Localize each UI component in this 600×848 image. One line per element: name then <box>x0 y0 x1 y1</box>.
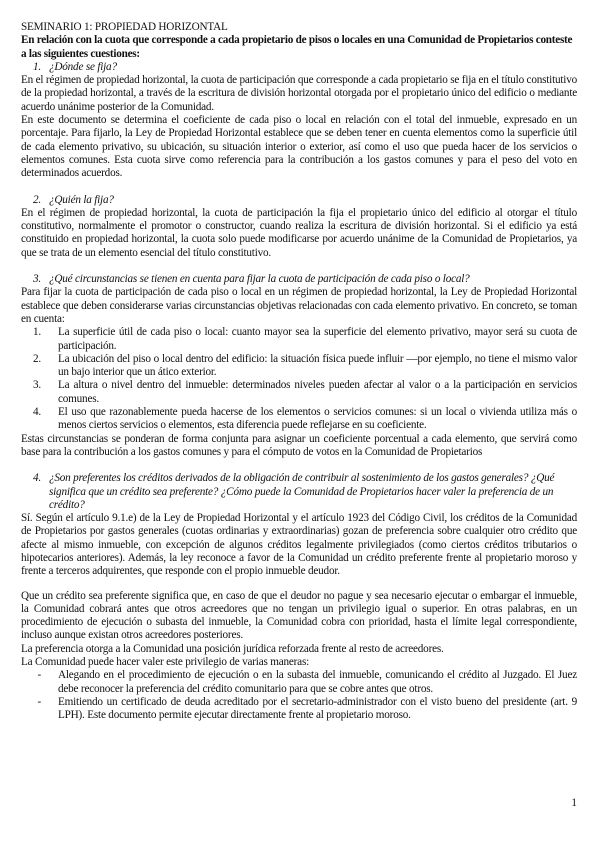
list-item <box>21 696 577 723</box>
answer-3-closing: Estas circunstancias se ponderan de forma conjunta para asignar un coeficiente porcentual a cada elemento, que servirá como base para la contribución a los gastos comunes y para el cómputo de votos en la Comunidad de Propietarios <box>21 432 577 458</box>
list-item-text: Emitiendo un certificado de deuda acreditado por el secretario-administrador con el visto bueno del presidente (art. 9 LPH). Este documento permite ejecutar directamente frente al propietario moroso. <box>58 695 577 722</box>
answer-4-paragraph-3: La preferencia otorga a la Comunidad una posición jurídica reforzada frente al resto de acreedores. <box>21 642 444 655</box>
methods-list <box>21 669 577 722</box>
question-2-number: 2. <box>33 193 41 206</box>
list-item-text: La ubicación del piso o local dentro del edificio: la situación física puede influir —por ejemplo, no tiene el mismo valor un bajo interior que un ático exterior. <box>58 352 577 379</box>
answer-3-lead: Para fijar la cuota de participación de cada piso o local en un régimen de propiedad horizontal, la Ley de Propiedad Horizontal establece que deben considerarse varias circunstancias objetivas relacionadas con cada elemento privativo. En concreto, se toman en cuenta: <box>21 286 577 325</box>
question-4-text: ¿Son preferentes los créditos derivados de la obligación de contribuir al sostenimiento de los gastos generales? ¿Qué significa que un crédito sea preferente? ¿Cómo puede la Comunidad de Propietarios hacer valer la preferencia de un crédito? <box>49 472 555 511</box>
question-1-text: ¿Dónde se fija? <box>49 60 117 73</box>
list-item-dash: - <box>37 669 41 682</box>
list-item-number: 2. <box>33 352 41 365</box>
list-item <box>21 669 577 696</box>
answer-4-paragraph-1: Sí. Según el artículo 9.1.e) de la Ley de Propiedad Horizontal y el artículo 1923 del Código Civil, los créditos de la Comunidad de Propietarios por gastos generales (cuotas ordinarias y extraordinarias) gozan de preferencia sobre cualquier otro crédito que afecte al mismo inmueble, con excepción de algunos créditos legalmente privilegiados (como ciertos créditos tributarios o hipotecarios anteriores). Además, la ley reconoce a favor de la Comunidad un crédito preferente frente al propietario moroso y frente a terceros adquirentes, que responde con el propio inmueble deudor. <box>21 512 577 578</box>
answer-1-paragraph-2: En este documento se determina el coeficiente de cada piso o local en relación con el total del inmueble, expresado en un porcentaje. Para fijarlo, la Ley de Propiedad Horizontal establece que se deben tener en cuenta elementos como la superficie útil de cada elemento privativo, su ubicación, su situación interior o exterior, así como el uso que pueda hacer de los servicios o elementos comunes. Esta cuota sirve como referencia para la contribución a los gastos comunes y para el peso del voto en determinados acuerdos. <box>21 114 577 180</box>
spacer <box>21 260 577 273</box>
list-item-number: 3. <box>33 379 41 392</box>
question-4-number: 4. <box>33 472 41 485</box>
question-2-text: ¿Quién la fija? <box>49 193 114 206</box>
document-page <box>21 21 577 723</box>
list-item-text: La altura o nivel dentro del inmueble: determinados niveles pueden afectar al valor o a la participación en servicios comunes. <box>58 379 577 405</box>
question-3-number: 3. <box>33 273 41 286</box>
list-item-dash: - <box>37 695 41 708</box>
spacer <box>21 579 577 590</box>
page-number: 1 <box>571 797 577 809</box>
list-item-text: La superficie útil de cada piso o local: cuanto mayor sea la superficie del elemento privativo, mayor será su cuota de participación. <box>58 326 577 352</box>
circumstances-list <box>21 326 577 432</box>
list-item-number: 4. <box>33 406 41 419</box>
spacer <box>21 459 577 472</box>
question-2 <box>21 194 577 207</box>
list-item <box>21 353 577 380</box>
list-item-text: Alegando en el procedimiento de ejecución o en la subasta del inmueble, comunicando el crédito al Juzgado. El Juez debe reconocer la preferencia del crédito comunitario para que se cobre antes que otros. <box>58 669 577 695</box>
question-4 <box>21 472 577 512</box>
answer-4-paragraph-2: Que un crédito sea preferente significa que, en caso de que el deudor no pague y sea necesario ejecutar o embargar el inmueble, la Comunidad cobrará antes que otros acreedores que no tengan un privilegio igual o superior. En otras palabras, en un procedimiento de ejecución o subasta del inmueble, la Comunidad cobra con prioridad, hasta el límite legal correspondiente, incluso aunque existan otros acreedores posteriores. <box>21 589 577 642</box>
document-title: SEMINARIO 1: PROPIEDAD HORIZONTAL <box>21 21 228 33</box>
question-3-text: ¿Qué circunstancias se tienen en cuenta para fijar la cuota de participación de cada piso o local? <box>49 273 470 286</box>
list-item-number: 1. <box>33 326 41 339</box>
question-3 <box>21 273 577 286</box>
list-item <box>21 326 577 353</box>
answer-1-paragraph-1: En el régimen de propiedad horizontal, la cuota de participación que corresponde a cada propietario se fija en el título constitutivo de la propiedad horizontal, a través de la escritura de división horizontal otorgada por el propietario único del edificio o mediante acuerdo unánime posterior de la Comunidad. <box>21 74 577 113</box>
answer-4-paragraph-4: La Comunidad puede hacer valer este privilegio de varias maneras: <box>21 656 310 669</box>
list-item <box>21 379 577 406</box>
spacer <box>21 181 577 194</box>
list-item <box>21 406 577 433</box>
answer-2-paragraph-1: En el régimen de propiedad horizontal, la cuota de participación la fija el propietario único del edificio al otorgar el título constitutivo, normalmente el promotor o constructor, cuando realiza la escritura de división horizontal. Si el edificio ya está constituido en propiedad horizontal, la cuota solo puede modificarse por acuerdo unánime de la Comunidad de Propietarios, ya que se trata de un elemento esencial del título constitutivo. <box>21 206 577 259</box>
document-intro: En relación con la cuota que corresponde a cada propietario de pisos o locales en una Comunidad de Propietarios conteste a las siguientes cuestiones: <box>21 34 573 60</box>
list-item-text: El uso que razonablemente pueda hacerse de los elementos o servicios comunes: si un local o vivienda utiliza más o menos ciertos servicios o elementos, esta diferencia puede reflejarse en su coeficiente. <box>58 406 577 432</box>
question-1 <box>21 61 577 74</box>
question-1-number: 1. <box>33 60 41 73</box>
